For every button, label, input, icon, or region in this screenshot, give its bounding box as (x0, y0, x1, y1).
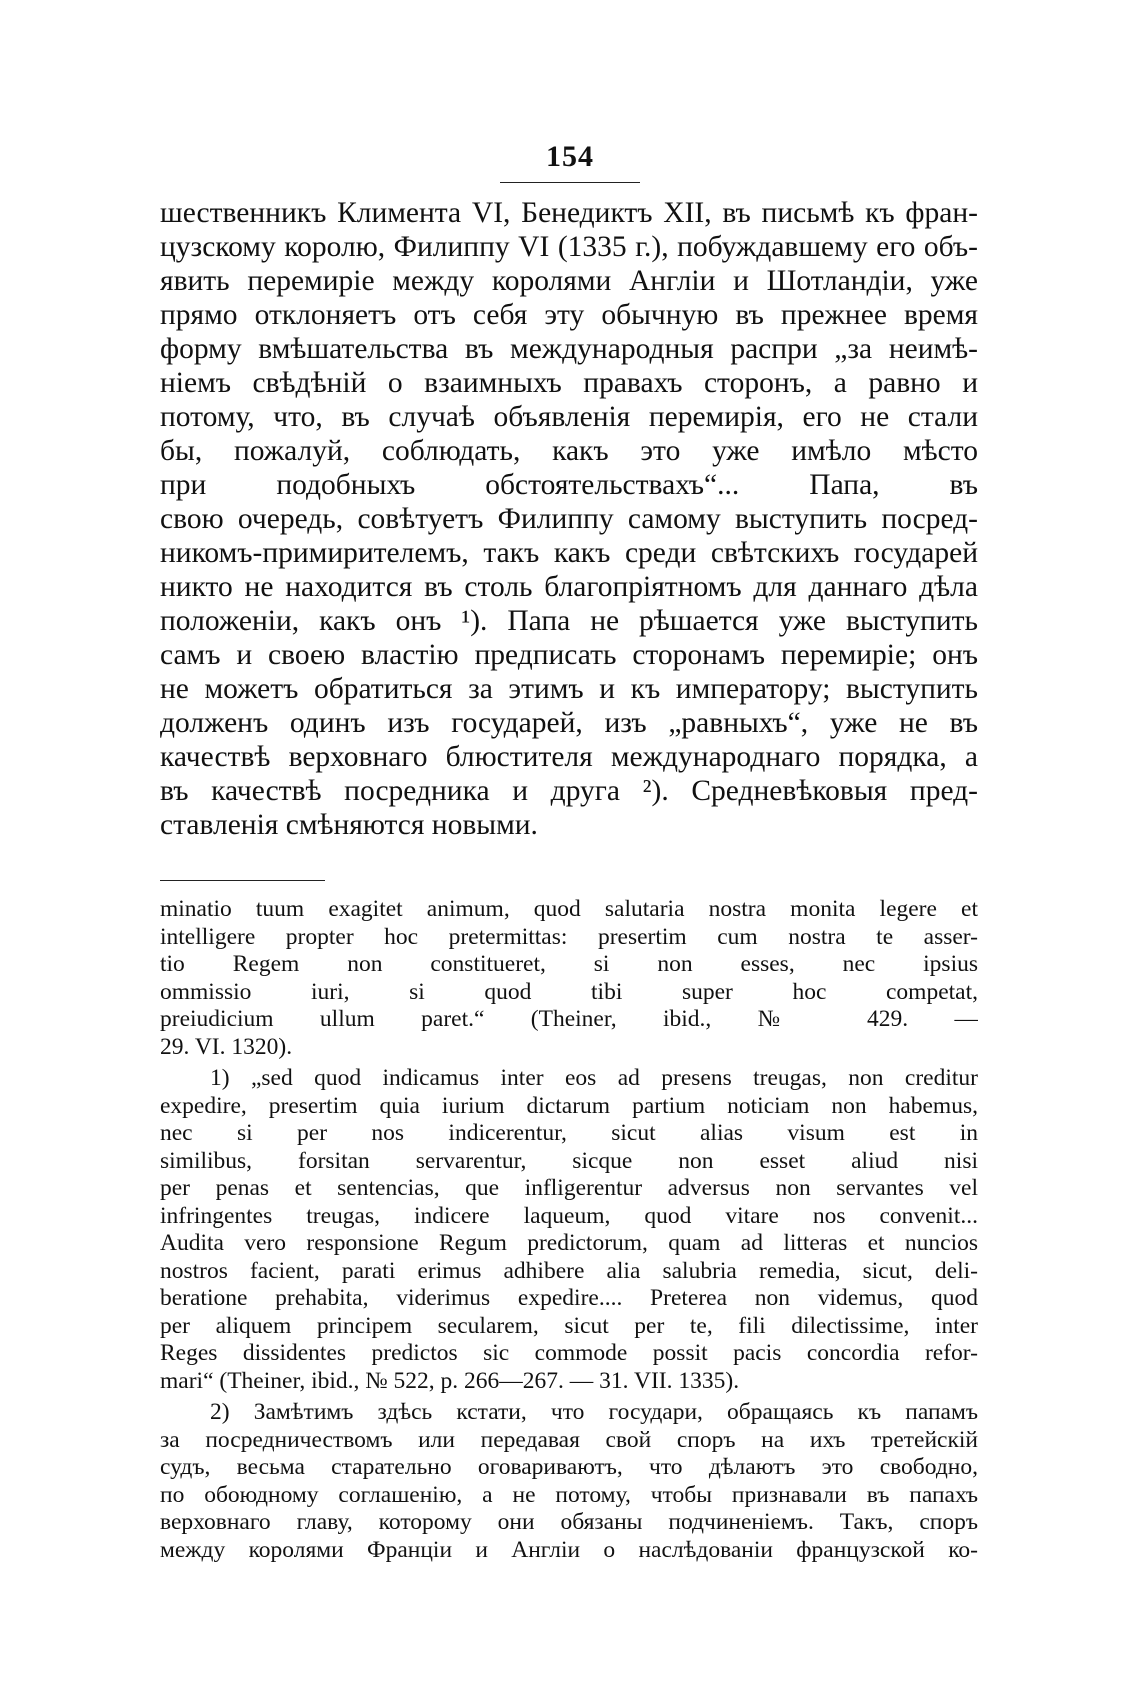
footnote-separator (160, 880, 325, 881)
main-text-line: потому, что, въ случаѣ объявленія перемирія, его не стали (160, 401, 978, 433)
footnote-line: 1) „sed quod indicamus inter eos ad presens treugas, non creditur (210, 1065, 978, 1091)
footnote-line: 2) Замѣтимъ здѣсь кстати, что государи, обращаясь къ папамъ (210, 1399, 978, 1425)
main-text-line: никомъ-примирителемъ, такъ какъ среди свѣтскихъ государей (160, 537, 978, 569)
footnote-line: tio Regem non constitueret, si non esses, nec ipsius (160, 951, 978, 977)
footnote-continuation (160, 896, 978, 1061)
main-text-line: прямо отклоняетъ отъ себя эту обычную въ прежнее время (160, 299, 978, 331)
main-text-line: при подобныхъ обстоятельствахъ“... Папа, въ (160, 469, 978, 501)
main-text (160, 196, 978, 842)
main-text-line: долженъ одинъ изъ государей, изъ „равныхъ“, уже не въ (160, 707, 978, 739)
main-text-line: свою очередь, совѣтуетъ Филиппу самому выступить посред- (160, 503, 978, 535)
main-text-line: въ качествѣ посредника и друга ²). Средневѣковыя пред- (160, 775, 978, 807)
main-text-line: никто не находится въ столь благопріятномъ для даннаго дѣла (160, 571, 978, 603)
main-text-line: положеніи, какъ онъ ¹). Папа не рѣшается уже выступить (160, 605, 978, 637)
footnote-line: по обоюдному соглашенію, а не потому, чтобы признавали въ папахъ (160, 1481, 978, 1508)
main-text-line: бы, пожалуй, соблюдать, какъ это уже имѣло мѣсто (160, 435, 978, 467)
footnote-1 (160, 1065, 978, 1395)
footnotes (160, 896, 978, 1564)
footnote-line: mari“ (Theiner, ibid., № 522, p. 266—267. — 31. VII. 1335). (160, 1367, 740, 1394)
main-text-line: явить перемиріе между королями Англіи и Шотландіи, уже (160, 265, 978, 297)
main-text-line: качествѣ верховнаго блюстителя международнаго порядка, а (160, 741, 978, 773)
footnote-line: судъ, весьма старательно оговариваютъ, что дѣлаютъ это свободно, (160, 1454, 978, 1480)
footnote-line: preiudicium ullum paret.“ (Theiner, ibid., № 429. — (160, 1006, 978, 1032)
footnote-line: beratione prehabita, viderimus expedire.... Preterea non videmus, quod (160, 1285, 978, 1311)
footnote-2 (160, 1399, 978, 1564)
main-text-line: самъ и своею властію предписать сторонамъ перемиріе; онъ (160, 639, 978, 671)
footnote-line: per aliquem principem secularem, sicut per te, fili dilectissime, inter (160, 1312, 978, 1339)
footnote-line: 29. VI. 1320). (160, 1033, 293, 1060)
footnote-line: за посредничествомъ или передавая свой споръ на ихъ третейскій (160, 1426, 978, 1453)
main-text-line: форму вмѣшательства въ международныя распри „за неимѣ- (160, 333, 978, 365)
footnote-line: expedire, presertim quia iurium dictarum partium noticiam non habemus, (160, 1092, 978, 1119)
footnote-line: nec si per nos indicerentur, sicut alias visum est in (160, 1120, 978, 1146)
footnote-line: верховнаго главу, которому они обязаны подчиненіемъ. Такъ, споръ (160, 1509, 978, 1535)
footnote-line: Reges dissidentes predictos sic commode possit pacis concordia refor- (160, 1340, 978, 1366)
main-text-line: ніемъ свѣдѣній о взаимныхъ правахъ сторонъ, а равно и (160, 367, 978, 399)
footnote-line: Audita vero responsione Regum predictorum, quam ad litteras et nuncios (160, 1230, 978, 1256)
footnote-line: similibus, forsitan servarentur, sicque non esset aliud nisi (160, 1147, 978, 1174)
footnote-line: ommissio iuri, si quod tibi super hoc competat, (160, 978, 978, 1005)
footnote-line: intelligere propter hoc pretermittas: presertim cum nostra te asser- (160, 923, 978, 950)
footnote-line: между королями Франціи и Англіи о наслѣдованіи французской ко- (160, 1536, 978, 1563)
main-text-line: ставленія смѣняются новыми. (160, 809, 538, 841)
footnote-line: infringentes treugas, indicere laqueum, quod vitare nos convenit... (160, 1202, 978, 1229)
page-number-rule (500, 182, 640, 183)
footnote-line: minatio tuum exagitet animum, quod salutaria nostra monita legere et (160, 896, 978, 922)
footnote-line: per penas et sentencias, que infligerentur adversus non servantes vel (160, 1175, 978, 1201)
main-text-line: шественникъ Климента VI, Бенедиктъ XII, въ письмѣ къ фран- (160, 197, 978, 229)
page-number: 154 (546, 140, 594, 173)
footnote-line: nostros facient, parati erimus adhibere alia salubria remedia, sicut, deli- (160, 1257, 978, 1284)
main-text-line: цузскому королю, Филиппу VI (1335 г.), побуждавшему его объ- (160, 231, 978, 263)
main-text-line: не можетъ обратиться за этимъ и къ императору; выступить (160, 673, 978, 705)
